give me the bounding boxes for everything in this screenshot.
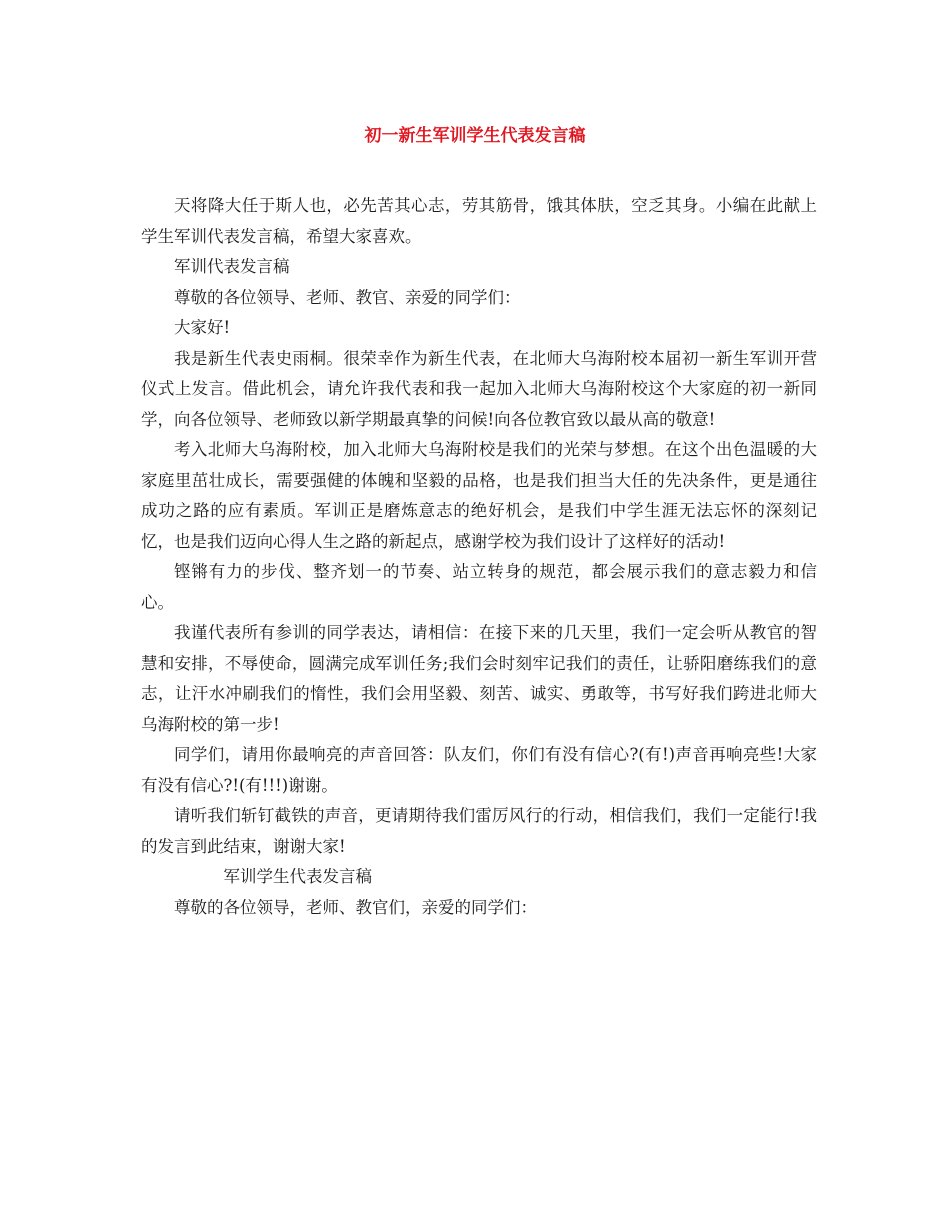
body-paragraph: 请听我们斩钉截铁的声音，更请期待我们雷厉风行的行动，相信我们，我们一定能行!我的发言到此结束，谢谢大家! <box>141 806 817 856</box>
salutation: 尊敬的各位领导、老师、教官、亲爱的同学们： <box>174 287 521 307</box>
body-paragraph: 考入北师大乌海附校，加入北师大乌海附校是我们的光荣与梦想。在这个出色温暖的大家庭里茁壮成长，需要强健的体魄和坚毅的品格，也是我们担当大任的先决条件，更是通往成功之路的应有素质。军训正是磨炼意志的绝好机会，是我们中学生涯无法忘怀的深刻记忆，也是我们迈向心得人生之路的新起点，感谢学校为我们设计了这样好的活动! <box>141 440 817 551</box>
section-heading: 军训代表发言稿 <box>174 257 290 276</box>
body-paragraph: 我谨代表所有参训的同学表达，请相信：在接下来的几天里，我们一定会听从教官的智慧和安排，不辱使命，圆满完成军训任务;我们会时刻牢记我们的责任，让骄阳磨练我们的意志，让汗水冲刷我们的惰性，我们会用坚毅、刻苦、诚实、勇敢等，书写好我们跨进北师大乌海附校的第一步! <box>141 623 817 734</box>
salutation: 尊敬的各位领导，老师、教官们，亲爱的同学们： <box>174 897 537 917</box>
document-title: 初一新生军训学生代表发言稿 <box>364 126 586 146</box>
document-body <box>141 191 817 923</box>
body-paragraph: 我是新生代表史雨桐。很荣幸作为新生代表，在北师大乌海附校本届初一新生军训开营仪式上发言。借此机会，请允许我代表和我一起加入北师大乌海附校这个大家庭的初一新同学，向各位领导、老师致以新学期最真挚的问候!向各位教官致以最从高的敬意! <box>141 348 817 429</box>
body-paragraph: 同学们，请用你最响亮的声音回答：队友们，你们有没有信心?(有!)声音再响亮些!大家有没有信心?!(有!!!)谢谢。 <box>141 745 817 795</box>
section-heading: 军训学生代表发言稿 <box>223 867 372 886</box>
intro-paragraph: 天将降大任于斯人也，必先苦其心志，劳其筋骨，饿其体肤，空乏其身。小编在此献上学生军训代表发言稿，希望大家喜欢。 <box>141 196 817 246</box>
body-paragraph: 铿锵有力的步伐、整齐划一的节奏、站立转身的规范，都会展示我们的意志毅力和信心。 <box>141 562 817 612</box>
greeting: 大家好! <box>174 318 231 337</box>
